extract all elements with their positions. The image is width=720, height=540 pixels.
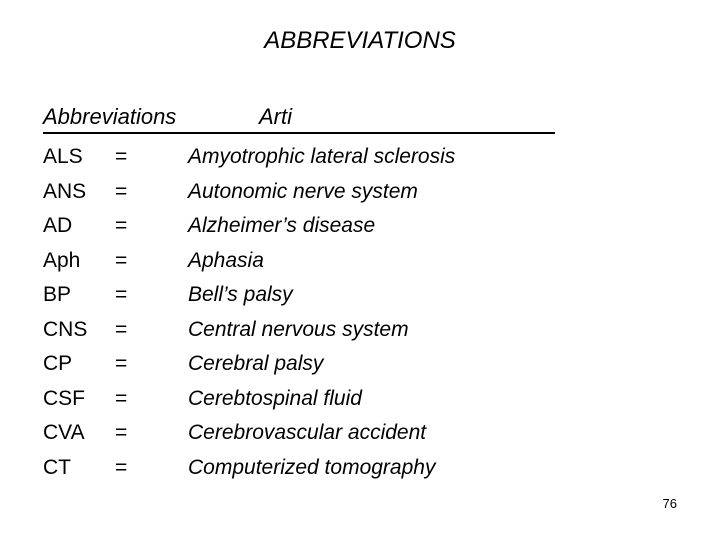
list-item (43, 416, 643, 451)
abbreviation: ALS (43, 145, 83, 168)
abbreviation-list (43, 140, 643, 485)
list-item (43, 244, 643, 279)
equals-sign: = (115, 352, 128, 375)
abbreviation: CP (43, 352, 73, 375)
equals-sign: = (115, 248, 128, 272)
equals-sign: = (115, 386, 128, 410)
list-item (43, 313, 643, 348)
abbreviation: CSF (43, 386, 85, 410)
abbreviation: Aph (43, 248, 81, 272)
slide-title: ABBREVIATIONS (264, 27, 456, 54)
definition: Cerebral palsy (188, 352, 324, 375)
definition: Cerebrovascular accident (188, 421, 427, 444)
definition: Computerized tomography (188, 455, 436, 479)
list-item (43, 209, 643, 244)
definition: Aphasia (188, 248, 264, 272)
definition: Alzheimer’s disease (188, 214, 376, 237)
page-number: 76 (662, 496, 677, 511)
abbreviation: CVA (43, 421, 85, 444)
equals-sign: = (115, 179, 128, 203)
list-item (43, 278, 643, 313)
header-arti: Arti (259, 104, 292, 129)
header-abbreviations: Abbreviations (43, 104, 177, 129)
list-item (43, 347, 643, 382)
equals-sign: = (115, 145, 128, 168)
equals-sign: = (115, 455, 128, 479)
definition: Autonomic nerve system (188, 179, 418, 203)
definition: Cerebtospinal fluid (188, 386, 362, 410)
table-header (43, 104, 555, 134)
list-item (43, 451, 643, 486)
abbreviation: BP (43, 283, 72, 306)
abbreviation: CT (43, 455, 71, 479)
equals-sign: = (115, 421, 128, 444)
abbreviation: CNS (43, 317, 88, 341)
list-item (43, 140, 643, 175)
equals-sign: = (115, 317, 128, 341)
list-item (43, 382, 643, 417)
definition: Amyotrophic lateral sclerosis (188, 145, 456, 168)
abbreviation: AD (43, 214, 73, 237)
list-item (43, 175, 643, 210)
equals-sign: = (115, 214, 128, 237)
abbreviation: ANS (43, 179, 87, 203)
definition: Bell’s palsy (188, 283, 293, 306)
definition: Central nervous system (188, 317, 409, 341)
equals-sign: = (115, 283, 128, 306)
